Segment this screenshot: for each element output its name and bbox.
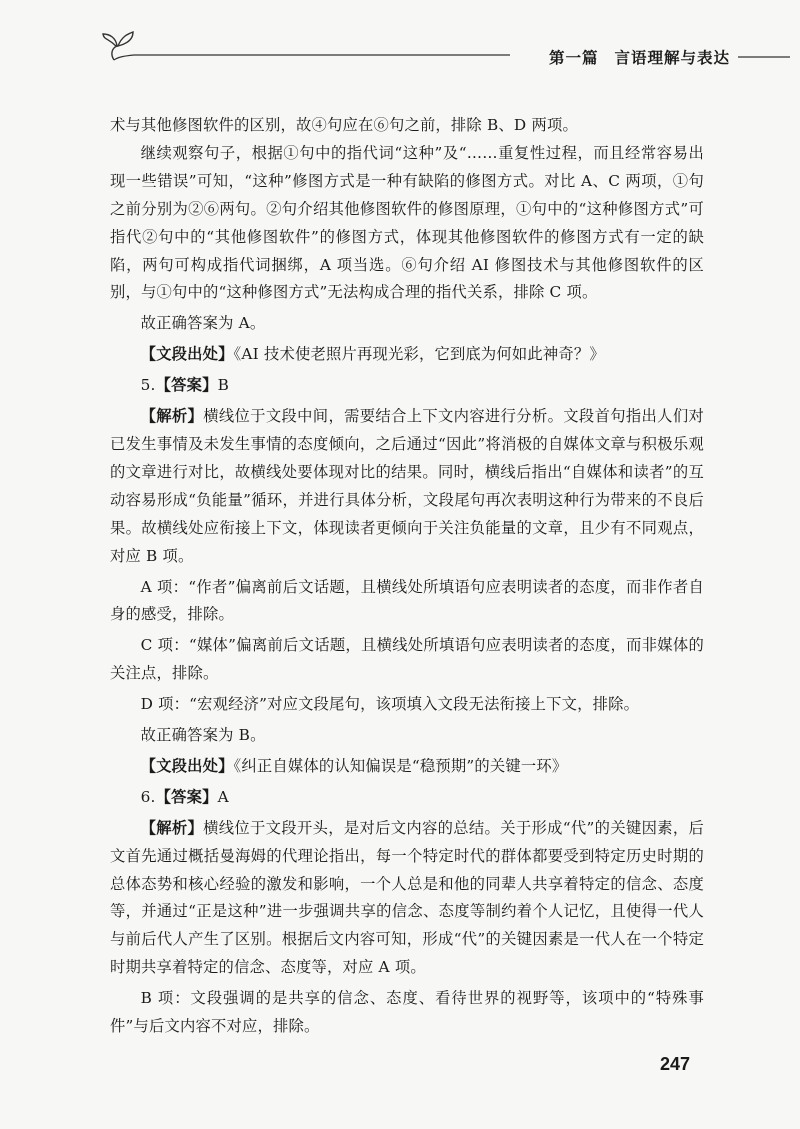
body-text: [110, 112, 704, 1041]
paragraph-text: B 项：文段强调的是共享的信念、态度、看待世界的视野等，该项中的“特殊事件”与后文内容不对应，排除。: [110, 989, 704, 1036]
paragraph-text: A 项：“作者”偏离前后文话题，且横线处所填语句应表明读者的态度，而非作者自身的感受，排除。: [110, 577, 704, 624]
answer-label: 【答案】: [155, 787, 218, 806]
source-note: [110, 341, 704, 369]
chapter-title: [541, 46, 738, 68]
source-label: 【文段出处】: [140, 756, 234, 775]
answer-line: [110, 784, 704, 812]
source-note: [110, 753, 704, 781]
paragraph: [110, 310, 704, 338]
paragraph-text: 继续观察句子，根据①句中的指代词“这种”及“……重复性过程，而且经常容易出现一些错误”可知，“这种”修图方式是一种有缺陷的修图方式。对比 A、C 两项，①句之前分别为②⑥两句。②句介绍其他修图软件的修图原理，①句中的“这种修图方式”可指代②句中的“其他修图软件”的修图方式，体现其他修图软件的修图方式有一定的缺陷，两句可构成指代词捆绑，A 项当选。⑥句介绍 AI 修图技术与其他修图软件的区别，与①句中的“这种修图方式”无法构成合理的指代关系，排除 C 项。: [110, 143, 704, 302]
paragraph: [110, 722, 704, 750]
paragraph-text: 《纠正自媒体的认知偏误是“稳预期”的关键一环》: [233, 756, 568, 775]
paragraph-continuation: [110, 112, 704, 140]
paragraph-text: 故正确答案为 B。: [140, 726, 266, 745]
chapter-name: 言语理解与表达: [614, 49, 730, 67]
source-label: 【文段出处】: [140, 345, 234, 364]
paragraph: [110, 632, 704, 688]
analysis-paragraph: [110, 403, 704, 570]
paragraph-text: 故正确答案为 A。: [140, 314, 266, 333]
paragraph-text: C 项：“媒体”偏离前后文话题，且横线处所填语句应表明读者的态度，而非媒体的关注点，排除。: [110, 636, 704, 683]
part-label: 第一篇: [548, 49, 599, 67]
question-number: 6.: [140, 787, 156, 806]
page-number: 247: [660, 1054, 691, 1074]
paragraph-text: 横线位于文段中间，需要结合上下文内容进行分析。文段首句指出人们对已发生事情及未发生事情的态度倾向，之后通过“因此”将消极的自媒体文章与积极乐观的文章进行对比，故横线处要体现对比的结果。同时，横线后指出“自媒体和读者”的互动容易形成“负能量”循环，并进行具体分析，文段尾句再次表明这种行为带来的不良后果。故横线处应衔接上下文，体现读者更倾向于关注负能量的文章，且少有不同观点，对应 B 项。: [110, 407, 704, 565]
paragraph-text: 《AI 技术使老照片再现光彩，它到底为何如此神奇？》: [233, 345, 605, 364]
running-header: [100, 24, 790, 74]
analysis-label: 【解析】: [140, 818, 204, 837]
paragraph: [110, 140, 704, 307]
analysis-label: 【解析】: [140, 407, 204, 426]
paragraph-text: 术与其他修图软件的区别，故④句应在⑥句之前，排除 B、D 两项。: [110, 116, 578, 134]
paragraph-text: 横线位于文段开头，是对后文内容的总结。关于形成“代”的关键因素，后文首先通过概括曼海姆的代理论指出，每一个特定时代的群体都要受到特定历史时期的总体态势和核心经验的激发和影响，一个人总是和他的同辈人共享着特定的信念、态度等，并通过“正是这种”进一步强调共享的信念、态度等制约着个人记忆，且使得一代人与前后代人产生了区别。根据后文内容可知，形成“代”的关键因素是一代人在一个特定时期共享着特定的信念、态度等，对应 A 项。: [110, 818, 704, 977]
question-number: 5.: [140, 376, 156, 395]
paragraph: [110, 691, 704, 719]
paragraph: [110, 574, 704, 630]
answer-line: [110, 372, 704, 400]
paragraph: [110, 985, 704, 1041]
answer-value: B: [217, 376, 230, 395]
paragraph-text: D 项：“宏观经济”对应文段尾句，该项填入文段无法衔接上下文，排除。: [140, 695, 640, 714]
answer-label: 【答案】: [155, 376, 218, 395]
analysis-paragraph: [110, 815, 704, 982]
answer-value: A: [217, 787, 229, 806]
